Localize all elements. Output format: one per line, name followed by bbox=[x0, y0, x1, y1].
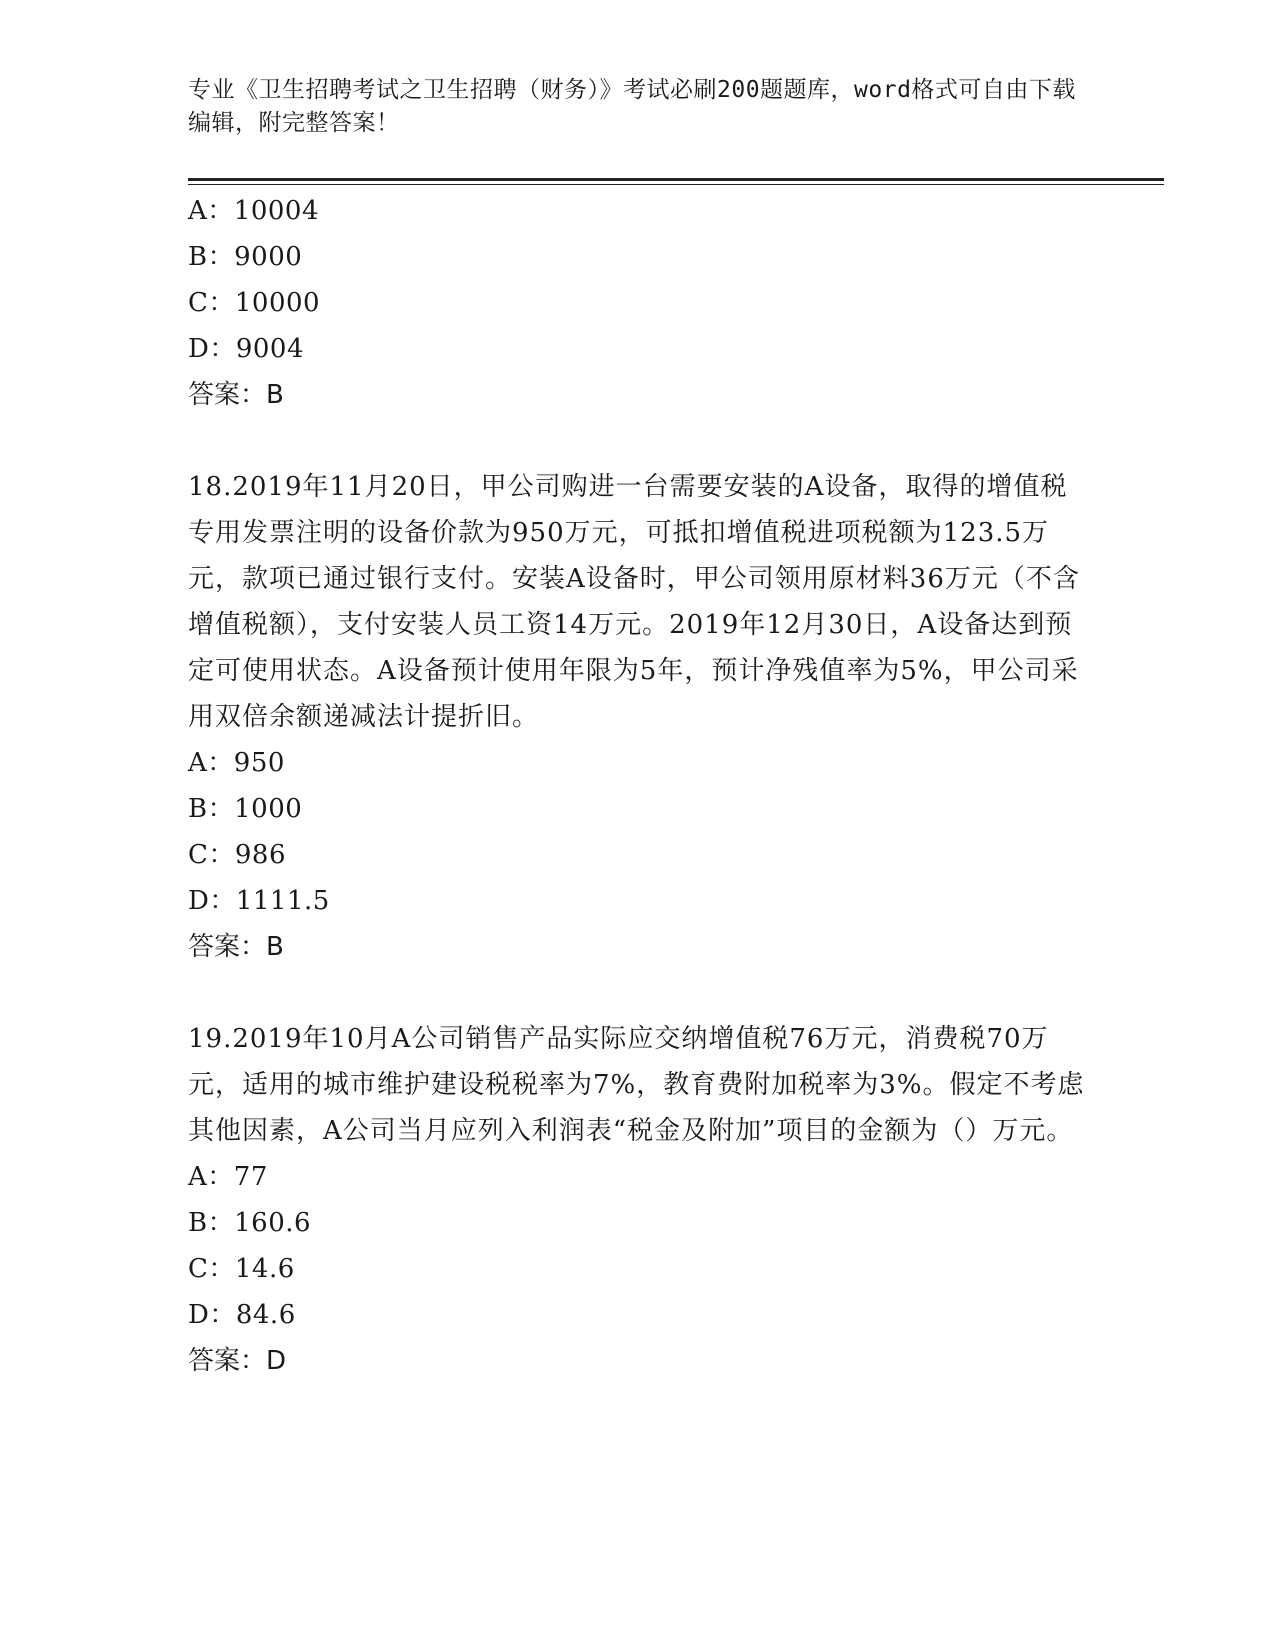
question-list bbox=[188, 188, 1088, 1384]
option-a: A：950 bbox=[188, 748, 285, 778]
header-divider-thick bbox=[188, 178, 1164, 181]
option-a: A：77 bbox=[188, 1162, 268, 1192]
option-c: C：986 bbox=[188, 840, 287, 870]
spacer bbox=[188, 418, 1088, 464]
option-c: C：14.6 bbox=[188, 1254, 295, 1284]
question-19 bbox=[188, 1016, 1088, 1384]
header-divider-thin bbox=[188, 184, 1164, 185]
option-d: D：9004 bbox=[188, 334, 305, 364]
answer-line: 答案：B bbox=[188, 932, 284, 962]
question-17 bbox=[188, 188, 1088, 418]
question-18 bbox=[188, 464, 1088, 970]
answer-line: 答案：D bbox=[188, 1346, 287, 1376]
option-c: C：10000 bbox=[188, 288, 321, 318]
option-d: D：84.6 bbox=[188, 1300, 296, 1330]
document-header: 专业《卫生招聘考试之卫生招聘（财务）》考试必刷200题题库，word格式可自由下载编辑，附完整答案！ bbox=[188, 77, 1076, 136]
spacer bbox=[188, 970, 1088, 1016]
answer-line: 答案：B bbox=[188, 380, 284, 410]
question-stem: 18.2019年11月20日，甲公司购进一台需要安装的A设备，取得的增值税专用发票注明的设备价款为950万元，可抵扣增值税进项税额为123.5万元，款项已通过银行支付。安装A设备时，甲公司领用原材料36万元（不含增值税额），支付安装人员工资14万元。2019年12月30日，A设备达到预定可使用状态。A设备预计使用年限为5年，预计净残值率为5%，甲公司采用双倍余额递减法计提折旧。 bbox=[188, 472, 1080, 732]
question-stem: 19.2019年10月A公司销售产品实际应交纳增值税76万元，消费税70万元，适用的城市维护建设税税率为7%，教育费附加税率为3%。假定不考虑其他因素，A公司当月应列入利润表“税金及附加”项目的金额为（）万元。 bbox=[188, 1024, 1085, 1146]
option-b: B：1000 bbox=[188, 794, 303, 824]
option-a: A：10004 bbox=[188, 196, 319, 226]
option-b: B：9000 bbox=[188, 242, 303, 272]
option-b: B：160.6 bbox=[188, 1208, 312, 1238]
option-d: D：1111.5 bbox=[188, 886, 330, 916]
